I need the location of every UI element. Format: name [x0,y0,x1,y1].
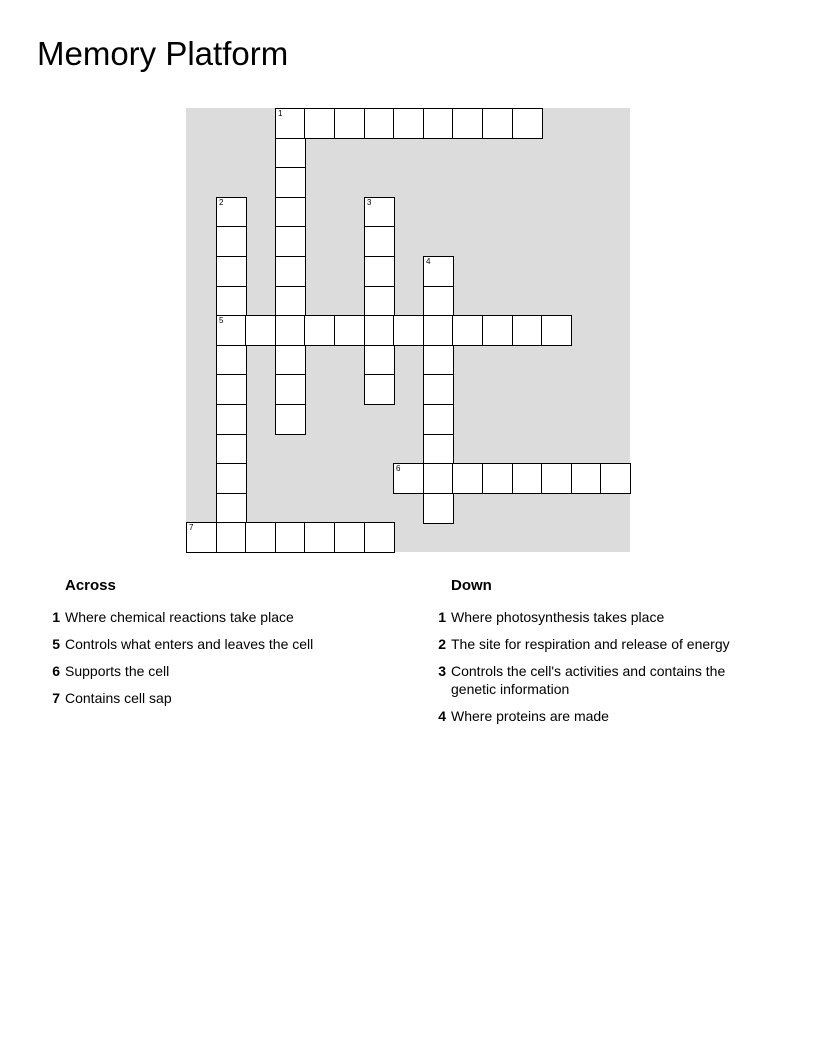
clue-text: Contains cell sap [65,690,172,706]
crossword-cell[interactable] [423,315,454,346]
crossword-cell[interactable] [482,463,513,494]
cell-number: 5 [219,316,224,325]
crossword-cell[interactable] [364,374,395,405]
clue-down-1 [431,608,771,626]
crossword-cell[interactable] [275,345,306,376]
crossword-cell[interactable] [216,374,247,405]
crossword-cell[interactable] [364,226,395,257]
crossword-cell[interactable] [334,522,365,553]
crossword-cell[interactable] [275,108,306,139]
clue-text: Where chemical reactions take place [65,609,294,625]
crossword-cell[interactable] [393,463,424,494]
crossword-cell[interactable] [186,522,217,553]
crossword-cell[interactable] [423,374,454,405]
cell-number: 1 [278,109,283,118]
cell-number: 3 [367,198,372,207]
clue-down-3 [431,662,771,698]
crossword-cell[interactable] [216,345,247,376]
page-title: Memory Platform [37,35,289,72]
crossword-cell[interactable] [245,522,276,553]
crossword-cell[interactable] [275,256,306,287]
clue-down-2 [431,635,771,653]
crossword-cell[interactable] [334,108,365,139]
crossword-cell[interactable] [423,345,454,376]
crossword-cell[interactable] [275,286,306,317]
crossword-cell[interactable] [423,463,454,494]
crossword-cell[interactable] [304,522,335,553]
across-clues [45,576,385,716]
clue-number: 1 [52,609,60,625]
clue-text: Where photosynthesis takes place [451,609,665,625]
crossword-cell[interactable] [364,197,395,228]
clue-text: Controls what enters and leaves the cell [65,636,314,652]
crossword-cell[interactable] [275,138,306,169]
crossword-cell[interactable] [393,315,424,346]
crossword-cell[interactable] [423,434,454,465]
clue-number: 3 [438,663,446,679]
clue-text: Supports the cell [65,663,170,679]
crossword-cell[interactable] [216,493,247,524]
crossword-cell[interactable] [216,226,247,257]
clue-across-7 [45,689,385,707]
crossword-cell[interactable] [452,108,483,139]
crossword-cell[interactable] [275,404,306,435]
crossword-cell[interactable] [364,256,395,287]
crossword-cell[interactable] [423,404,454,435]
clue-number: 4 [438,708,446,724]
crossword-cell[interactable] [452,463,483,494]
crossword-cell[interactable] [364,345,395,376]
crossword-cell[interactable] [216,315,247,346]
crossword-cell[interactable] [600,463,631,494]
crossword-cell[interactable] [364,522,395,553]
down-heading: Down [451,577,492,594]
clue-number: 2 [438,636,446,652]
crossword-cell[interactable] [275,315,306,346]
crossword-cell[interactable] [216,256,247,287]
clue-text: Controls the cell's activities and contains the genetic information [451,663,726,697]
crossword-cell[interactable] [304,108,335,139]
clue-number: 1 [438,609,446,625]
crossword-cell[interactable] [541,463,572,494]
clue-down-4 [431,707,771,725]
crossword-cell[interactable] [275,197,306,228]
crossword-cell[interactable] [275,226,306,257]
crossword-cell[interactable] [423,108,454,139]
crossword-cell[interactable] [423,493,454,524]
cell-number: 2 [219,198,224,207]
crossword-cell[interactable] [452,315,483,346]
cell-number: 7 [189,523,194,532]
down-clues [431,576,771,734]
crossword-cell[interactable] [216,404,247,435]
crossword-grid [186,108,630,552]
crossword-cell[interactable] [423,286,454,317]
cell-number: 4 [426,257,431,266]
crossword-cell[interactable] [512,108,543,139]
crossword-cell[interactable] [364,108,395,139]
crossword-cell[interactable] [216,463,247,494]
crossword-cell[interactable] [245,315,276,346]
crossword-cell[interactable] [275,374,306,405]
crossword-cell[interactable] [216,522,247,553]
crossword-cell[interactable] [275,522,306,553]
crossword-cell[interactable] [364,315,395,346]
crossword-cell[interactable] [216,197,247,228]
crossword-cell[interactable] [423,256,454,287]
crossword-cell[interactable] [334,315,365,346]
crossword-cell[interactable] [482,315,513,346]
clue-number: 7 [52,690,60,706]
across-heading: Across [65,577,116,594]
crossword-cell[interactable] [216,434,247,465]
crossword-cell[interactable] [393,108,424,139]
clue-across-5 [45,635,385,653]
clue-text: Where proteins are made [451,708,609,724]
cell-number: 6 [396,464,401,473]
crossword-cell[interactable] [571,463,602,494]
crossword-cell[interactable] [541,315,572,346]
clue-number: 5 [52,636,60,652]
crossword-cell[interactable] [216,286,247,317]
crossword-cell[interactable] [512,463,543,494]
clue-text: The site for respiration and release of energy [451,636,730,652]
crossword-cell[interactable] [275,167,306,198]
crossword-cell[interactable] [304,315,335,346]
crossword-cell[interactable] [364,286,395,317]
clue-across-6 [45,662,385,680]
clue-number: 6 [52,663,60,679]
crossword-cell[interactable] [482,108,513,139]
clue-across-1 [45,608,385,626]
crossword-cell[interactable] [512,315,543,346]
